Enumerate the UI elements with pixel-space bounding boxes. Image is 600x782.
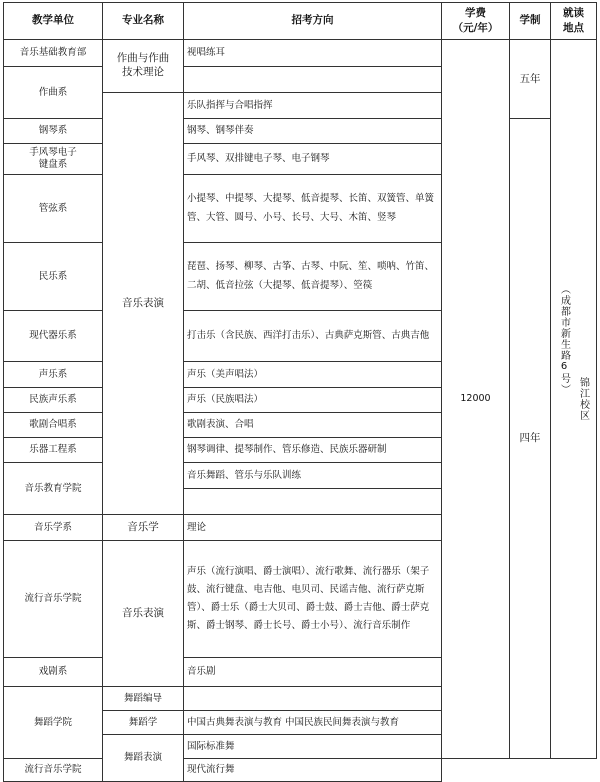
direction-cell: 国际标准舞 bbox=[184, 735, 442, 759]
unit-cell: 歌剧合唱系 bbox=[4, 413, 103, 438]
unit-cell: 声乐系 bbox=[4, 362, 103, 388]
direction-cell: 打击乐（含民族、西洋打击乐）、古典萨克斯管、古典吉他 bbox=[184, 311, 442, 362]
unit-cell: 钢琴系 bbox=[4, 119, 103, 144]
campus-label: 锦江校区 bbox=[577, 377, 589, 421]
enrollment-table bbox=[3, 2, 597, 782]
header-location: 就读 地点 bbox=[551, 3, 597, 40]
unit-cell: 流行音乐学院 bbox=[4, 759, 103, 782]
direction-cell: 声乐（流行演唱、爵士演唱）、流行歌舞、流行器乐（架子鼓、流行键盘、电吉他、电贝司、民谣吉他、流行萨克斯管）、爵士乐（爵士大贝司、爵士鼓、爵士吉他、爵士萨克斯、爵士钢琴、爵士长号、爵士小号）、流行音乐制作 bbox=[184, 541, 442, 658]
unit-cell: 舞蹈学院 bbox=[4, 687, 103, 759]
direction-cell bbox=[184, 67, 442, 93]
direction-cell: 理论 bbox=[184, 515, 442, 541]
header-fee: 学费 （元/年） bbox=[442, 3, 510, 40]
direction-cell: 钢琴调律、提琴制作、管乐修造、民族乐器研制 bbox=[184, 438, 442, 463]
unit-cell: 戏剧系 bbox=[4, 658, 103, 687]
direction-cell: 琵琶、扬琴、柳琴、古筝、古琴、中阮、笙、唢呐、竹笛、二胡、低音拉弦（大提琴、低音提琴）、箜篌 bbox=[184, 243, 442, 311]
direction-cell: 中国古典舞表演与教育 中国民族民间舞表演与教育 bbox=[184, 711, 442, 735]
unit-cell: 管弦系 bbox=[4, 175, 103, 243]
unit-cell: 作曲系 bbox=[4, 67, 103, 119]
header-direction: 招考方向 bbox=[184, 3, 442, 40]
unit-cell: 音乐基础教育部 bbox=[4, 40, 103, 67]
direction-cell: 声乐（美声唱法） bbox=[184, 362, 442, 388]
major-cell: 舞蹈编导 bbox=[103, 687, 184, 711]
direction-cell bbox=[184, 489, 442, 515]
duration-cell: 四年 bbox=[510, 119, 551, 759]
major-cell: 音乐表演 bbox=[103, 541, 184, 687]
unit-cell: 民族声乐系 bbox=[4, 388, 103, 413]
fee-cell: 12000 bbox=[442, 40, 510, 759]
major-cell: 作曲与作曲 技术理论 bbox=[103, 40, 184, 93]
direction-cell: 歌剧表演、合唱 bbox=[184, 413, 442, 438]
direction-cell: 现代流行舞 bbox=[184, 759, 442, 782]
unit-cell: 流行音乐学院 bbox=[4, 541, 103, 658]
direction-cell: 声乐（民族唱法） bbox=[184, 388, 442, 413]
direction-cell: 小提琴、中提琴、大提琴、低音提琴、长笛、双簧管、单簧管、大管、圆号、小号、长号、大号、木笛、竖琴 bbox=[184, 175, 442, 243]
direction-cell: 音乐剧 bbox=[184, 658, 442, 687]
direction-cell: 乐队指挥与合唱指挥 bbox=[184, 93, 442, 119]
direction-cell: 手风琴、双排键电子琴、电子钢琴 bbox=[184, 144, 442, 175]
direction-cell: 视唱练耳 bbox=[184, 40, 442, 67]
unit-cell: 乐器工程系 bbox=[4, 438, 103, 463]
unit-cell: 音乐学系 bbox=[4, 515, 103, 541]
unit-cell: 音乐教育学院 bbox=[4, 463, 103, 515]
major-cell: 音乐表演 bbox=[103, 93, 184, 515]
duration-cell: 五年 bbox=[510, 40, 551, 119]
direction-cell bbox=[184, 687, 442, 711]
campus-address: （成都市新生路6号） bbox=[558, 283, 570, 395]
major-cell: 舞蹈表演 bbox=[103, 735, 184, 782]
header-unit: 教学单位 bbox=[4, 3, 103, 40]
direction-cell: 钢琴、钢琴伴奏 bbox=[184, 119, 442, 144]
unit-cell: 手风琴电子 键盘系 bbox=[4, 144, 103, 175]
unit-cell: 现代器乐系 bbox=[4, 311, 103, 362]
major-cell: 音乐学 bbox=[103, 515, 184, 541]
unit-cell: 民乐系 bbox=[4, 243, 103, 311]
header-duration: 学制 bbox=[510, 3, 551, 40]
header-major: 专业名称 bbox=[103, 3, 184, 40]
location-cell bbox=[551, 40, 597, 759]
major-cell: 舞蹈学 bbox=[103, 711, 184, 735]
direction-cell: 音乐舞蹈、管乐与乐队训练 bbox=[184, 463, 442, 489]
